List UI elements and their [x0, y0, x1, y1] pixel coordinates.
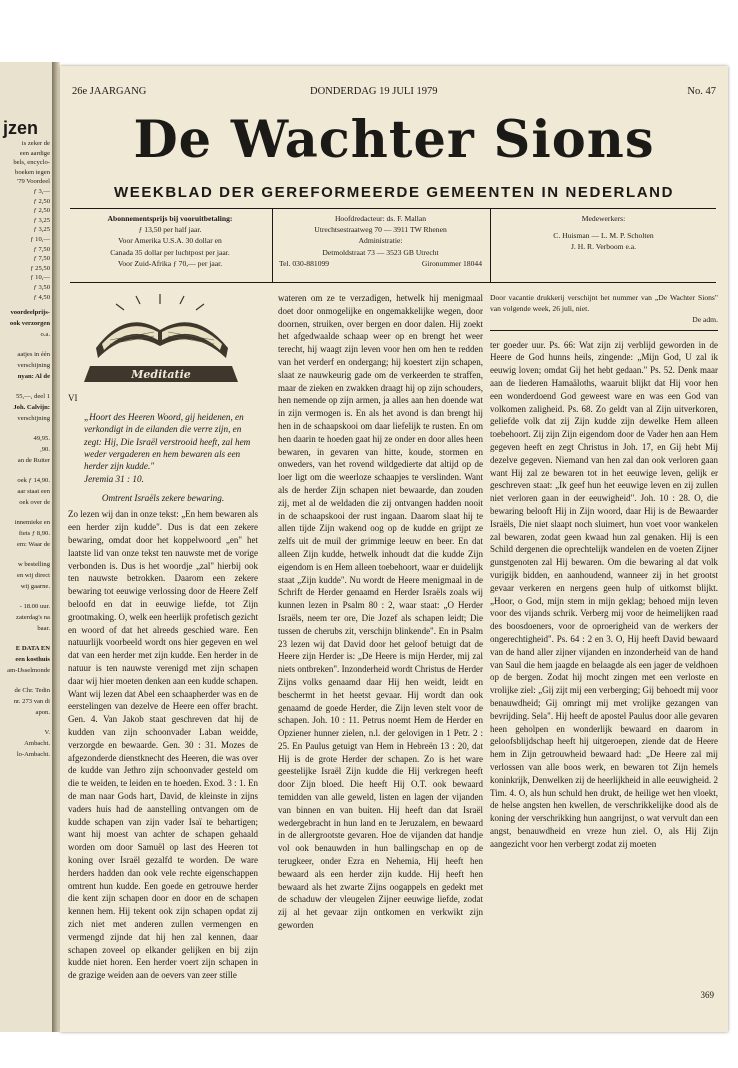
adjacent-line: een kosthuis	[15, 656, 50, 664]
adjacent-line: ƒ 3,25	[33, 216, 50, 224]
adjacent-line: fiets ƒ 8,90.	[18, 530, 50, 538]
adjacent-line: ƒ 3,25	[33, 226, 50, 234]
scripture-quote: „Hoort des Heeren Woord, gij heidenen, en verkondigt in de eilanden die verre zijn, en zegt: Hij, Die Israël verstrooid heeft, zal hem weder vergaderen en hem bewaren als een herder zijn kudde."	[84, 411, 251, 472]
giro-number: Gironummer 18044	[421, 258, 482, 268]
adjacent-line: '79 Voordeel	[17, 178, 50, 186]
meditation-illustration	[76, 288, 246, 392]
adjacent-line: am-IJsselmonde	[7, 667, 50, 675]
adjacent-line: nr. 273 van di	[13, 698, 50, 706]
contributors-info: Medewerkers: C. Huisman — L. M. P. Scholten J. H. R. Verboom e.a.	[490, 209, 716, 282]
adjacent-line: zaterdag's na	[16, 614, 50, 622]
column-3	[490, 292, 718, 994]
adjacent-line: ook verzorgen	[9, 320, 50, 328]
info-box	[70, 208, 716, 283]
column-1	[68, 392, 258, 1012]
adjacent-line: apon.	[35, 709, 50, 717]
volume-label: 26e JAARGANG	[72, 86, 147, 97]
issue-date: DONDERDAG 19 JULI 1979	[310, 86, 438, 97]
adjacent-line: aar staat een	[17, 488, 50, 496]
adjacent-line: innemieke en	[14, 519, 50, 527]
adjacent-line: voordeelprijs-	[10, 309, 50, 317]
column-2	[278, 292, 483, 1012]
editor-info: Hoofdredacteur: ds. F. Mallan Utrechtsestraatweg 70 — 3911 TW Rhenen Administratie: Detmoldstraat 73 — 3523 GB Utrecht Tel. 030-881099 Gironummer 18044	[272, 209, 488, 282]
adjacent-line: ƒ 25,50	[30, 264, 50, 272]
adjacent-line: boeken tegen	[15, 168, 50, 176]
meditation-label: Meditatie	[131, 368, 191, 381]
adjacent-line: ƒ 2,50	[33, 207, 50, 215]
adjacent-page-title: jzen	[3, 118, 39, 138]
newspaper-page	[60, 66, 728, 1032]
adjacent-line: een aardige	[19, 149, 50, 157]
adjacent-line: oek ƒ 14,90.	[17, 477, 50, 485]
adjacent-line: V.	[44, 729, 50, 737]
adjacent-line: lo-Ambacht.	[16, 751, 50, 759]
adjacent-line: is zeker de	[21, 140, 50, 147]
notice-box	[490, 292, 718, 331]
adjacent-line: ƒ 10,—	[30, 274, 50, 282]
adjacent-line: aatjes in één	[17, 351, 50, 359]
adjacent-line: o.a.	[40, 331, 50, 339]
article-text: wateren om ze te verzadigen, hetwelk hij menigmaal doet door onmogelijke en ongemakkelijke wegen, door doornen, struiken, over bergen en door dalen. Hij zoekt het afgedwaalde schaap weer op en brengt het weer terecht, hij waagt zijn leven voor hen om hen te redden van het verderf en ondergang; hij koestert zijn schapen, slaat ze nauwkeurig gade om de verkeerden te straffen, maar de zieken en zwakken draagt hij op zijn schouders, hen nemende op zijn armen, ja alles aan hen doende wat in zijn vermogen is. En als het avond is dan brengt hij hen in de schaapskooi om daar liefelijk te rusten. En om hen daarin te hoeden gaat hij ze onder en door alles heen bewaren, in gevaren van hitte, koude, stormen en onweders, van het rovend wildgedierte dat altijd op de loer ligt om die weerloze schaapjes te verslinden. Want als de herder Zijn schapen niet bewaarde, dan zouden zij, met al de weldaden die zij ontvangen hadden nooit in de schaapskooi der rust ingaan. Daarom slaat hij te allen tijde Zijn wakend oog op de kudde en grijpt ze zelfs uit de muil der grimmige leeuw en beer. En dat alleen Zijn kudde, hetwelk inhoudt dat die kudde Zijn eigendom is en Hem alleen toebehoort, waar er duidelijk staat „Zijn kudde". Nu wordt de Heere menigmaal in de Schrift de Herder genaamd en Herder Israëls zoals wij kunnen lezen in Psalm 80 : 2, waar staat: „O Herder Israëls, neem ter ore, Die Jozef als schapen leidt; Die tussen de cherubs zit, verschijn blinkende". En in Psalm 23 lezen wij dat David door het geloof betuigt dat de Heere zijn Herder is: „De Heere is mijn Herder, mij zal niets ontbreken". Inzonderheid wordt Christus de Herder Zijns volks genaamd daar Hij hen weidt, leidt en beschermt in het heetst gevaar. Hij wordt dan ook genaamd de goede Herder, die Zijn leven stelt voor de schapen. Joh. 10 : 11. Petrus noemt Hem de Herder en Opziener hunner zielen, n.l. der gelovigen in 1 Petr. 2 : 25. En Paulus getuigt van Hem in Hebreën 13 : 20, dat Hij is de grote Herder der schapen. Zo is het ware geestelijke Israël Zijn kudde die Hij verkregen heeft door Zijn bloed. Die heeft Hij O.T. ook bewaard temidden van alle geweld, listen en lagen der vijanden van binnen en van buiten. Hij heeft dan dat Israël wedergebracht in hun land en te Jeruzalem, en bewaard in de allergrootste gevaren. Hoe de vijanden dat handje vol ook benauwden in hun ballingschap en op de terugkeer, onder Ezra en Nehemia, Hij heeft hen bewaard als een herder zijn kudde. Hij heeft hen bewaard als het zwarte Zijns oogappels en gedekt met de schaduw der vleugelen Zijner eeuwige liefde, zodat zij al het gevaar zijn ontkomen en verkwikt zijn geworden	[278, 293, 483, 931]
adjacent-line: Joh. Calvijn:	[13, 404, 50, 412]
dateline	[60, 86, 728, 100]
adjacent-line: de Chr. Tedin	[14, 687, 50, 695]
adjacent-line: ,90.	[40, 446, 50, 454]
masthead-subtitle: WEEKBLAD DER GEREFORMEERDE GEMEENTEN IN NEDERLAND	[113, 184, 675, 201]
phone-number: Tel. 030-881099	[279, 258, 330, 268]
adjacent-line: en wij direct	[17, 572, 50, 580]
section-heading: Omtrent Israëls zekere bewaring.	[101, 492, 225, 503]
adjacent-line: verschijning	[17, 415, 50, 423]
adjacent-line: - 18.00 uur.	[19, 603, 50, 611]
adjacent-line: w bestelling	[17, 561, 50, 569]
adjacent-line: em: Waar de	[16, 541, 50, 549]
issue-number: No. 47	[687, 86, 716, 97]
adjacent-line: 49,95.	[33, 435, 50, 443]
adjacent-line: ƒ 3,—	[33, 188, 50, 195]
page-number: 369	[700, 990, 714, 1000]
adjacent-page-strip	[0, 62, 53, 1032]
open-book-icon	[84, 294, 238, 366]
adjacent-line: bels, encyclo-	[13, 159, 50, 167]
adjacent-line: ƒ 4,50	[33, 293, 50, 301]
adjacent-line: ƒ 10,—	[30, 236, 50, 243]
adjacent-line: verschijning	[17, 362, 50, 370]
adjacent-line: E DATA EN	[15, 645, 50, 653]
adjacent-line: Ambacht.	[24, 740, 50, 748]
notice-signature: De adm.	[692, 315, 718, 325]
masthead-title: De Wachter Sions	[133, 110, 655, 170]
section-number: VI	[68, 393, 78, 403]
adjacent-line: an de Ruiter	[17, 457, 50, 465]
adjacent-line: ƒ 7,50	[33, 255, 50, 263]
article-text: ter goeder uur. Ps. 66: Wat zijn zij verblijd geworden in de Heere de God hunns heils, zingende: „Mijn God, U zal ik eeuwig loven; omdat Gij het hebt gedaan." Ps. 52. Denk maar aan de liederen Hamaäloths, waaruit blijkt dat Hij voor hen een wonderdoend God geweest ware en was een God van volkomen zaligheid. Ps. 68. Zo geldt van al Zijn uitverkoren, geliefde volk dat zij Zijn kudde zijn dewelke Hem alleen toebehoort. Zij zijn Zijn eigendom door de Vader hen aan Hem gegeven heeft en zegt Christus in Joh. 17, en Gij hebt Mij dezelve gegeven. Niemand van hen zal dan ook verloren gaan want Hij zal ze bewaren tot in het eeuwige leven, gelijk er geschreven staat: „Ik geef hun het eeuwige leven en zij zullen niet verloren gaan in der eeuwigheid". Joh. 10 : 28. O, die bewaring belooft Hij in Zijn woord, daar Hij is de Bewaarder Israëls, Die niet slaapt noch sluimert, hun voet voor wankelen zal bewaren, zodat geen kwaad hun zal genaken. Hij is een Schild dergenen die oprechtelijk wandelen en de voeten Zijner gunstgenoten zal Hij bewaren. Om die bewaring al dat volk vurigijk bidden, en aanhoudend, wanneer zij in het grootst gevaar verkeren en nergens geen hulp of uitkomst blijkt. „Hoor, o God, mijn stem in mijn geklag; behoed mijn leven voor des vijands schrik. Verberg mij voor de heimelijken raad des boosdoeners, voor de oproerigheid van de werkers der ongerechtigheid". Ps. 64 : 2 en 3. O, Hij heeft David bewaard van de hand aller zijner vijanden en inzonderheid van de hand van Saul die hem jaagde en belaagde als een jager de veldhoen op de bergen. Zodat hij mocht zingen met een verloste en vrolijke ziel: „Gij zijt mij een verberging; Gij behoedt mij voor benauwdheid; Gij omringt mij met vrolijke gezangen van bevrijding. Sela". Hij heeft de apostel Paulus door alle gevaren heen geholpen en wonderlijk bewaard en daarom in geloofsblijdschap heeft hij uitgeroepen, ziende dat de Heere hem in Zijn getrouwheid bewaard had: „De Heere zal mij verlossen van alle boos werk, en bewaren tot Zijn hemels koninkrijk, Denwelken zij de heerlijkheid in alle eeuwigheid. 2 Tim. 4. O, als hun schuld hen drukt, de heilige wet hen vloekt, de helse angsten hen kwellen, de verschrikkelijke dood als de koning der verschrikking hun aangrijnst, o wat vervult dan een angst, benauwdheid en vreze hun ziel. O, als Hij Zijn aangezicht voor hen verbergt zodat zij moeten	[490, 339, 718, 849]
adjacent-line: baar.	[37, 625, 50, 633]
subscription-info: Abonnementsprijs bij vooruitbetaling: ƒ 13,50 per half jaar. Voor Amerika U.S.A. 30 dollar en Canada 35 dollar per luchtpost per jaar. Voor Zuid-Afrika ƒ 70,— per jaar.	[107, 214, 233, 268]
scripture-reference: Jeremia 31 : 10.	[84, 473, 144, 484]
article-text: Zo lezen wij dan in onze tekst: „En hem bewaren als een herder zijn kudde". Dus is dat een zekere bewaring, omdat door het koppelwoord „en" het laatste lid van onze tekst ten nauwste met de vorige verbonden is. Dus is het woordje „zal" hierbij ook ten nauwste betrokken. Daarom een zekere bewaring tot eeuwige verlossing door de Heere Zelf beloofd en dat in eeuwige liefde, tot Zijn grootmaking. O, welk een heerlijk profetisch gezicht en woord of dat het alreeds geschied ware. Een natuurlijk voorbeeld wordt ons hier gegeven en wel dat van een herder met zijn kudde. Een herder in de natuur is ten nauwste verenigd met zijn schapen daar wij hier moeten denken aan een kudde schapen. Want wij lezen dat Abel een schaapherder was en de eerstelingen van dezelve de Heere een offer bracht. Gen. 4. Van Jakob staat geschreven dat hij de kudden van zijn schoonvader Laban weidde, verzorgde en bewaarde. Gen. 30 : 31. Mozes de afgezonderde dienstknecht des Heeren, die was over de kudde van Jethro zijn schoonvader gesteld om die te weiden, te leiden en te hoeden. Exod. 3 : 1. En de man naar Gods hart, David, de kleinste in zijns vaders huis had de aanstelling ontvangen om de kudde schapen van zijn vader Isaï te behartigen; want hij moest van achter de schapen gehaald worden om door Samuël op last des Heeren tot koning over Israël gezalfd te worden. De ware herders hadden dan ook vele rechte eigenschappen omtrent hun kudde. Een goede en getrouwe herder die kent zijn schapen door en door en de schapen kennen hem. Hij tekent ook zijn schapen opdat zij zich niet met anderen zullen vermengen en vermengd zijnde dat hij hen zal kennen, daar schapen zoveel op elkander gelijken en bij zijn kudde niet horen. Een herder voert zijn schapen in de grazige weiden aan de oevers van zeer stille	[68, 509, 258, 981]
adjacent-line: 55,—, deel 1	[15, 393, 50, 401]
adjacent-line: oek over de	[19, 499, 50, 507]
adjacent-line: nyan: Al de	[17, 373, 50, 381]
adjacent-line: ƒ 3,50	[33, 284, 50, 291]
adjacent-line: wij gaarne.	[20, 583, 50, 591]
adjacent-line: ƒ 7,50	[33, 245, 50, 253]
page-binding	[52, 62, 60, 1032]
notice-text: Door vacantie drukkerij verschijnt het nummer van „De Wachter Sions" van volgende week, 26 juli, niet.	[490, 293, 718, 314]
adjacent-line: ƒ 2,50	[33, 197, 50, 205]
